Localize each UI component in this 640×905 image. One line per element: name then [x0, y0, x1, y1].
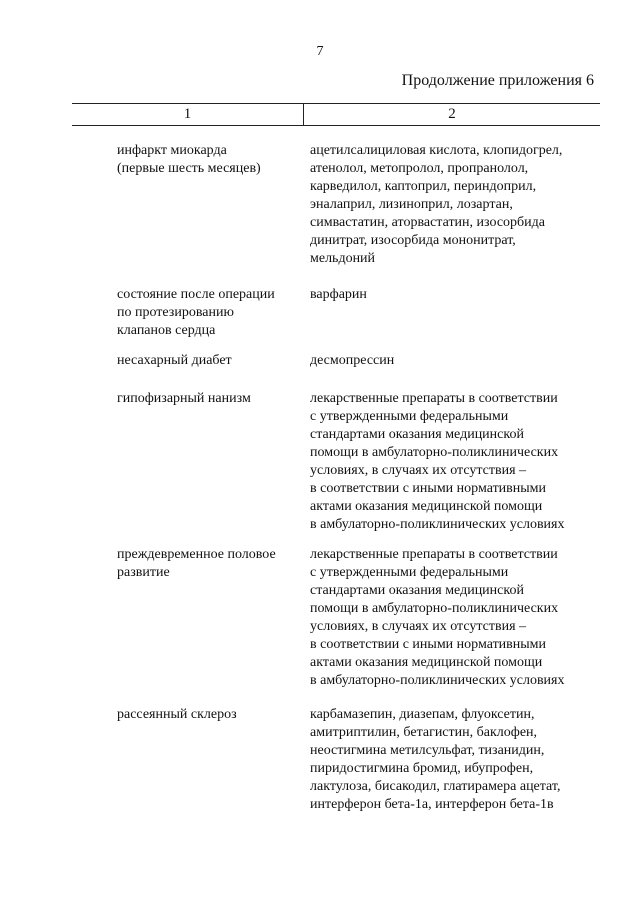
- drug-line: карведилол, каптоприл, периндоприл,: [310, 179, 537, 194]
- column-header-1: 1: [183, 106, 192, 122]
- drugs-cell: [310, 390, 600, 534]
- disease-line: состояние после операции: [117, 287, 275, 302]
- drug-line: мельдоний: [310, 251, 376, 266]
- drug-line: варфарин: [310, 287, 367, 302]
- drugs-cell: [310, 706, 600, 814]
- disease-line: по протезированию: [117, 305, 234, 320]
- drug-line: в амбулаторно-поликлинических условиях: [310, 517, 565, 532]
- disease-line: инфаркт миокарда: [117, 143, 227, 158]
- drugs-cell: [310, 286, 600, 304]
- drug-line: интерферон бета-1а, интерферон бета-1в: [310, 797, 554, 812]
- drug-line: лактулоза, бисакодил, глатирамера ацетат,: [310, 779, 561, 794]
- disease-line: преждевременное половое: [117, 547, 276, 562]
- drugs-cell: [310, 352, 600, 370]
- disease-line: (первые шесть месяцев): [117, 161, 261, 176]
- drug-line: десмопрессин: [310, 353, 395, 368]
- drug-line: в соответствии с иными нормативными: [310, 481, 547, 496]
- page-number: 7: [316, 44, 324, 59]
- disease-line: рассеянный склероз: [117, 707, 237, 722]
- drug-line: лекарственные препараты в соответствии: [310, 391, 558, 406]
- disease-cell: [117, 142, 297, 178]
- drugs-cell: [310, 142, 600, 268]
- disease-cell: [117, 546, 297, 582]
- drug-line: симвастатин, аторвастатин, изосорбида: [310, 215, 545, 230]
- drug-line: стандартами оказания медицинской: [310, 427, 524, 442]
- disease-line: клапанов сердца: [117, 323, 216, 338]
- drug-line: амитриптилин, бетагистин, баклофен,: [310, 725, 538, 740]
- disease-line: гипофизарный нанизм: [117, 391, 251, 406]
- drug-line: ацетилсалициловая кислота, клопидогрел,: [310, 143, 563, 158]
- drug-line: эналаприл, лизиноприл, лозартан,: [310, 197, 513, 212]
- drug-line: актами оказания медицинской помощи: [310, 499, 543, 514]
- drug-line: помощи в амбулаторно-поликлинических: [310, 445, 559, 460]
- drug-line: условиях, в случаях их отсутствия –: [310, 619, 527, 634]
- drug-line: в амбулаторно-поликлинических условиях: [310, 673, 565, 688]
- drug-line: динитрат, изосорбида мононитрат,: [310, 233, 516, 248]
- drug-line: стандартами оказания медицинской: [310, 583, 524, 598]
- disease-cell: [117, 286, 297, 340]
- drug-line: неостигмина метилсульфат, тизанидин,: [310, 743, 545, 758]
- drugs-cell: [310, 546, 600, 690]
- drug-line: актами оказания медицинской помощи: [310, 655, 543, 670]
- drug-line: условиях, в случаях их отсутствия –: [310, 463, 527, 478]
- drug-line: помощи в амбулаторно-поликлинических: [310, 601, 559, 616]
- disease-line: развитие: [117, 565, 170, 580]
- drug-line: с утвержденными федеральными: [310, 565, 509, 580]
- drug-line: с утвержденными федеральными: [310, 409, 509, 424]
- disease-cell: [117, 706, 297, 724]
- drug-line: пиридостигмина бромид, ибупрофен,: [310, 761, 534, 776]
- drug-line: в соответствии с иными нормативными: [310, 637, 547, 652]
- drug-line: карбамазепин, диазепам, флуоксетин,: [310, 707, 535, 722]
- continuation-heading: Продолжение приложения 6: [401, 72, 594, 89]
- drug-line: атенолол, метопролол, пропранолол,: [310, 161, 529, 176]
- drug-line: лекарственные препараты в соответствии: [310, 547, 558, 562]
- disease-cell: [117, 352, 297, 370]
- column-header-2: 2: [448, 106, 456, 122]
- disease-cell: [117, 390, 297, 408]
- disease-line: несахарный диабет: [117, 353, 232, 368]
